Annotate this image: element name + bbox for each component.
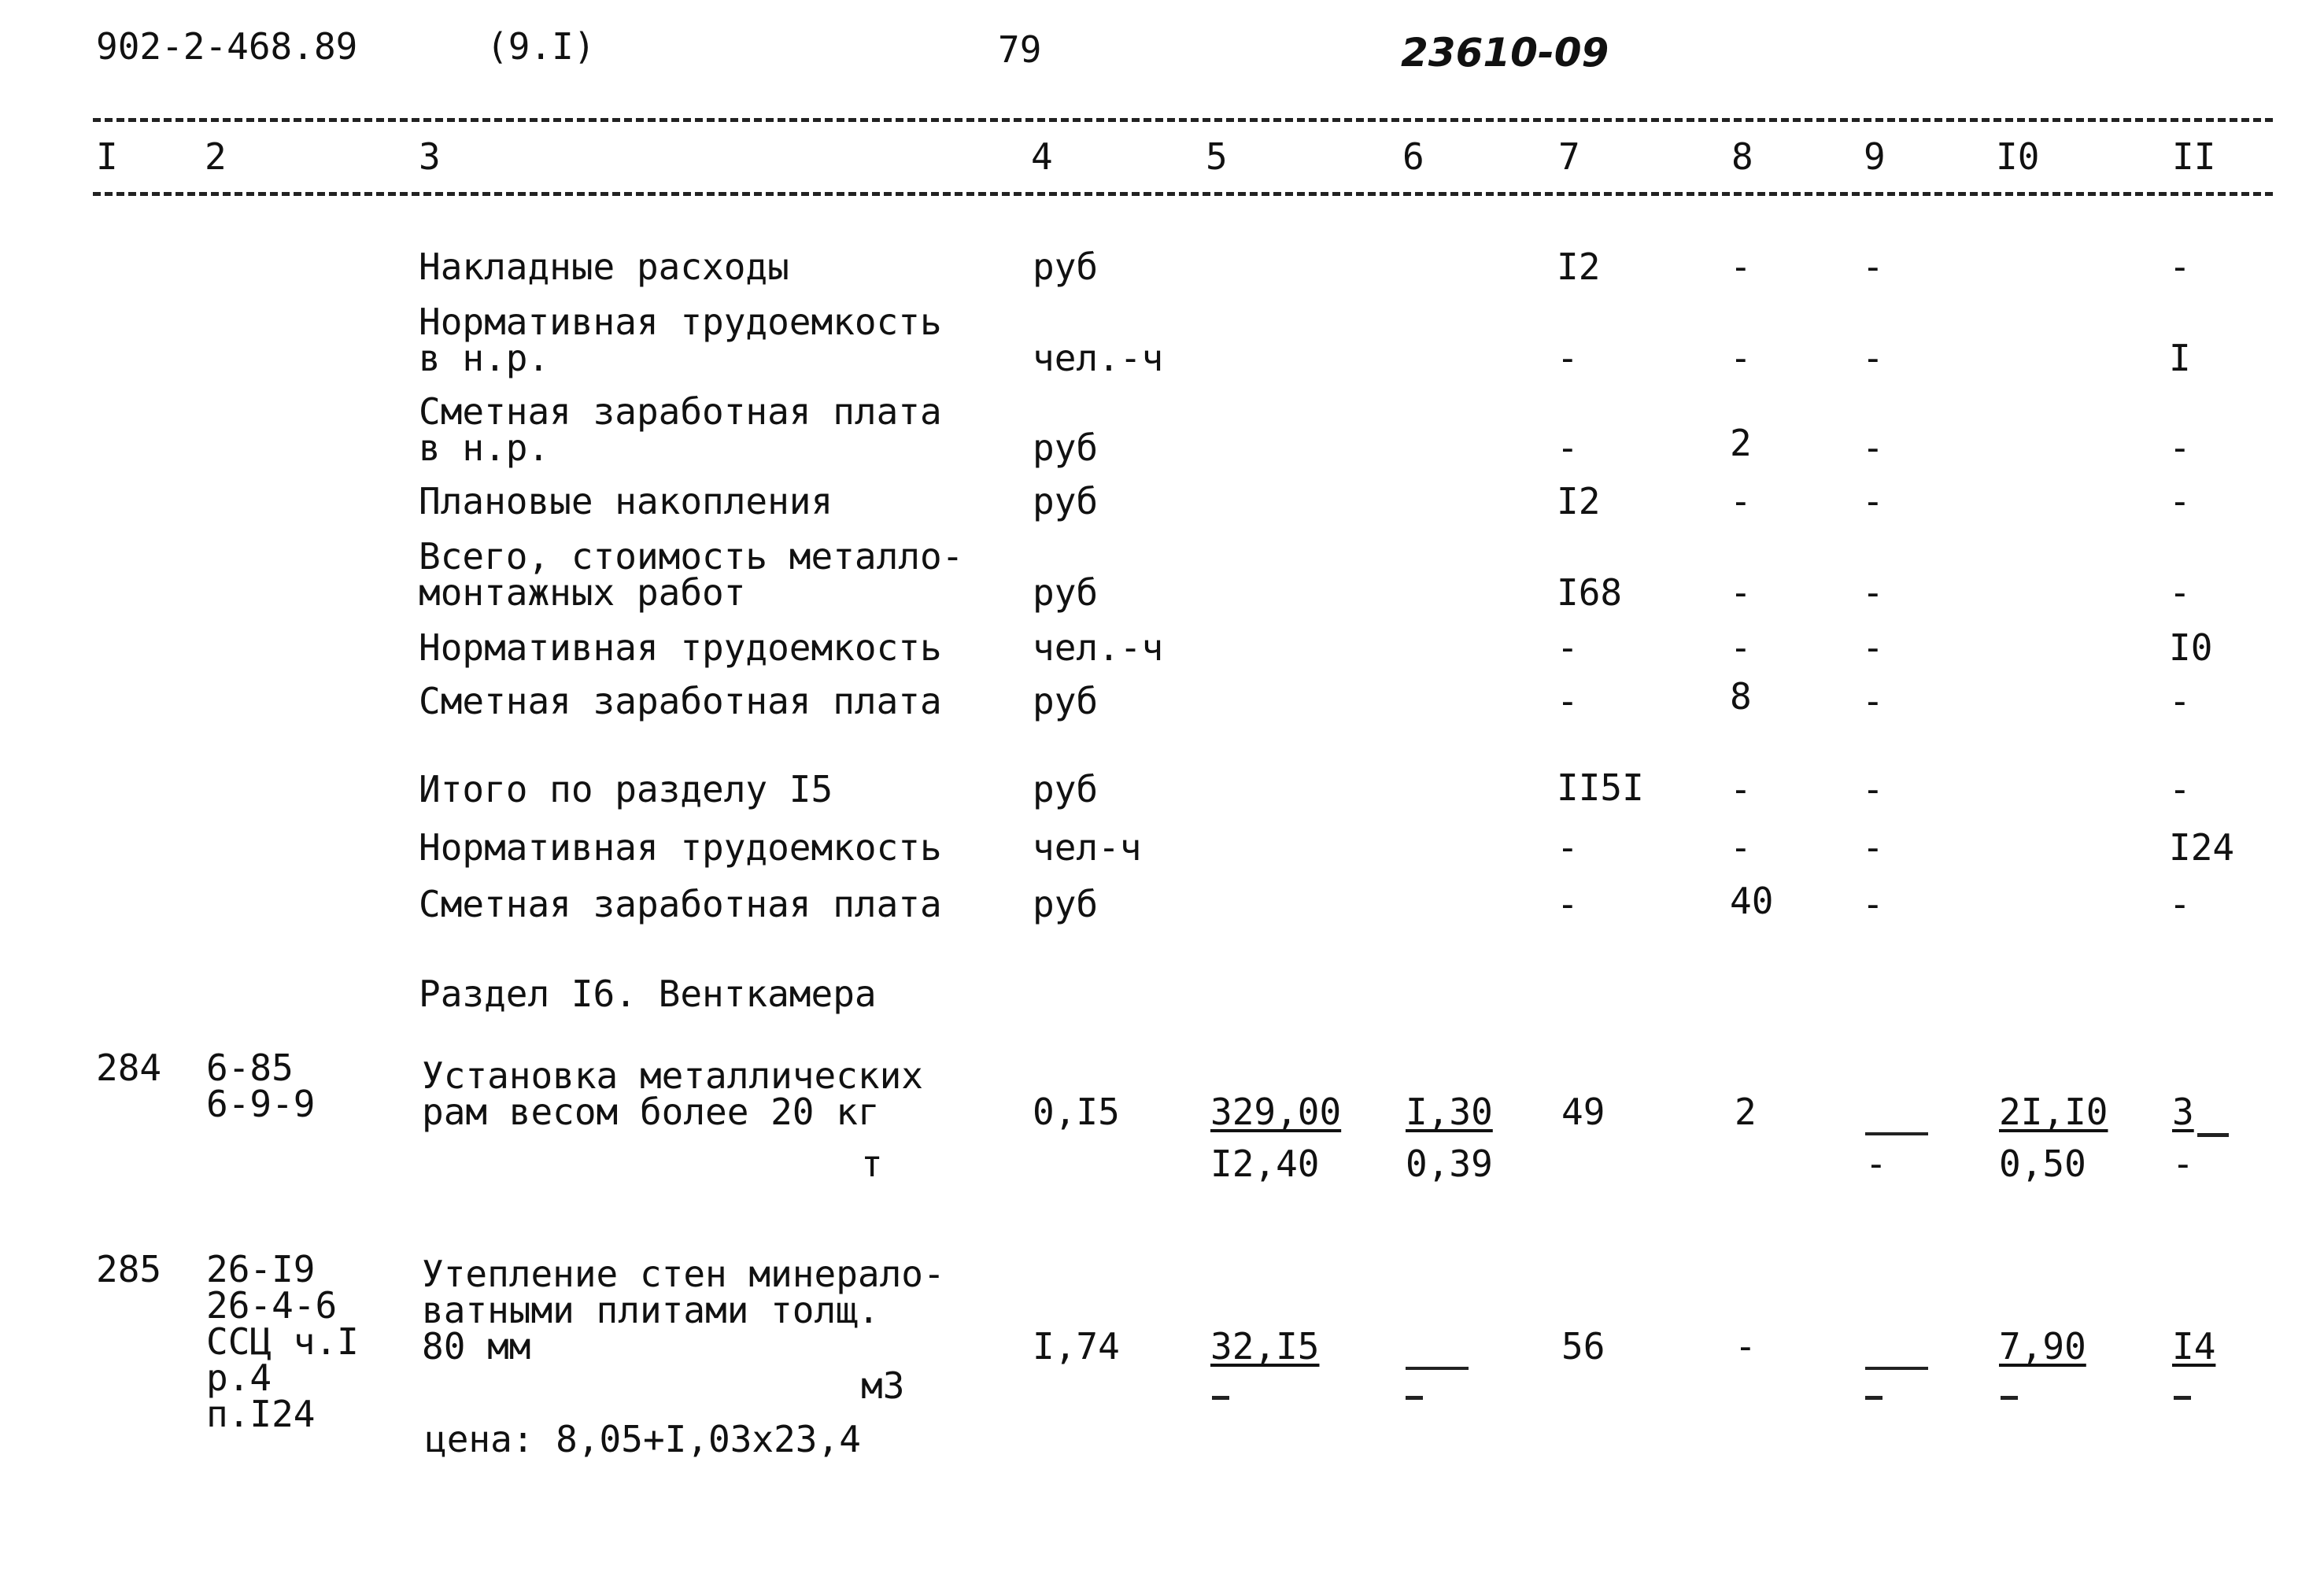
header-bottom-rule [93,192,2273,196]
row-name: Итого по разделу I5 [419,768,833,810]
item-col11-bottom-dash [2174,1377,2191,1413]
item-code-line4: р.4 [206,1357,272,1399]
col-header-10: I0 [1996,135,2040,178]
row-unit: руб [1033,768,1099,810]
row-col11: I [2169,337,2191,379]
item-qty: I,74 [1033,1325,1120,1368]
col-header-3: 3 [419,135,441,178]
row-col7: - [1557,626,1579,669]
section-number: (9.I) [486,25,596,68]
row-name-line2: в н.р. [419,337,550,379]
row-name: Сметная заработная плата [419,390,942,433]
row-col8: 2 [1730,422,1752,464]
row-col11: - [2169,768,2191,810]
row-col8: - [1730,626,1752,669]
row-col7: - [1557,826,1579,869]
row-name: Нормативная трудоемкость [419,626,942,669]
col-header-6: 6 [1402,135,1424,178]
item-name: Установка металлических [422,1054,923,1097]
row-col9: - [1862,426,1884,469]
item-col6-bottom: 0,39 [1406,1143,1493,1185]
item-col6-bottom-dash [1406,1377,1423,1413]
row-unit: руб [1033,245,1099,288]
row-name: Всего, стоимость металло- [419,535,964,578]
item-qty: 0,I5 [1033,1091,1120,1133]
col-header-1: I [96,135,118,178]
row-unit: руб [1033,571,1099,614]
row-unit: руб [1033,426,1099,469]
row-col9: - [1862,626,1884,669]
item-col5-top: 32,I5 [1210,1325,1320,1368]
item-col8: - [1735,1325,1757,1368]
header-top-rule [93,118,2273,122]
row-col9: - [1862,883,1884,925]
row-col8: 8 [1730,675,1752,718]
item-code-line3: ССЦ ч.I [206,1320,359,1363]
row-col7: I2 [1557,480,1601,522]
col-header-9: 9 [1864,135,1886,178]
row-col11: - [2169,571,2191,614]
item-name: Утепление стен минерало- [422,1253,945,1295]
col-header-7: 7 [1558,135,1580,178]
item-name-line3: 80 мм [422,1325,531,1368]
row-col8: - [1730,768,1752,810]
row-col9: - [1862,571,1884,614]
row-col11: - [2169,680,2191,722]
page-number: 79 [998,28,1042,71]
item-code: 6-85 [206,1047,294,1089]
col-header-11: II [2172,135,2216,178]
item-col10-bottom-dash [2001,1377,2018,1413]
row-col7: - [1557,680,1579,722]
col-header-5: 5 [1206,135,1228,178]
row-col9: - [1862,826,1884,869]
row-col11: - [2169,883,2191,925]
item-code: 26-I9 [206,1248,316,1290]
row-name: Нормативная трудоемкость [419,826,942,869]
section-title: Раздел I6. Венткамера [419,973,877,1015]
item-col7: 49 [1561,1091,1605,1133]
row-col7: - [1557,337,1579,379]
row-name-line2: монтажных работ [419,571,746,614]
item-code-line5: п.I24 [206,1393,316,1435]
item-col11-top: I4 [2172,1325,2216,1368]
row-unit: чел.-ч [1033,337,1164,379]
inventory-stamp: 23610-09 [1401,30,1609,76]
row-col7: - [1557,883,1579,925]
row-col8: - [1730,337,1752,379]
col-header-4: 4 [1031,135,1053,178]
item-col10-top: 2I,I0 [1999,1091,2108,1133]
row-col8: 40 [1730,880,1774,922]
item-code-line2: 26-4-6 [206,1284,338,1327]
item-col5-bottom-dash [1212,1377,1229,1413]
row-name-line2: в н.р. [419,426,550,469]
item-col11-top [2172,1091,2229,1137]
item-price-note: цена: 8,05+I,03x23,4 [425,1418,861,1460]
item-col5-bottom: I2,40 [1210,1143,1320,1185]
row-col9: - [1862,768,1884,810]
row-col8: - [1730,245,1752,288]
item-col11-bottom: - [2172,1143,2194,1185]
row-col7: I2 [1557,245,1601,288]
row-col9: - [1862,337,1884,379]
row-name: Сметная заработная плата [419,680,942,722]
row-col11: I0 [2169,626,2213,669]
item-col7: 56 [1561,1325,1605,1368]
row-col11: - [2169,480,2191,522]
item-col10-bottom: 0,50 [1999,1143,2086,1185]
row-name: Сметная заработная плата [419,883,942,925]
col-header-8: 8 [1731,135,1753,178]
item-col11-top-value: 3 [2172,1091,2194,1133]
row-col11: I24 [2169,826,2235,869]
row-name: Плановые накопления [419,480,833,522]
row-unit: чел-ч [1033,826,1142,869]
item-col5-top: 329,00 [1210,1091,1342,1133]
row-col11: - [2169,245,2191,288]
col-header-2: 2 [205,135,227,178]
item-name-line2: ватными плитами толщ. [422,1289,880,1331]
item-col6-top: I,30 [1406,1091,1493,1133]
row-col9: - [1862,680,1884,722]
item-number: 285 [96,1248,162,1290]
item-col9-bottom-dash [1865,1377,1882,1413]
item-number: 284 [96,1047,162,1089]
row-unit: чел.-ч [1033,626,1164,669]
row-unit: руб [1033,680,1099,722]
row-col7: II5I [1557,766,1644,809]
item-code-line2: 6-9-9 [206,1083,316,1125]
row-name: Накладные расходы [419,245,789,288]
row-col9: - [1862,245,1884,288]
row-col7: I68 [1557,571,1623,614]
row-col11: - [2169,426,2191,469]
item-unit: м3 [861,1364,905,1407]
item-unit: т [861,1143,883,1185]
row-name: Нормативная трудоемкость [419,301,942,343]
row-unit: руб [1033,480,1099,522]
row-col7: - [1557,426,1579,469]
row-col8: - [1730,480,1752,522]
item-col8: 2 [1735,1091,1757,1133]
row-unit: руб [1033,883,1099,925]
item-col10-top: 7,90 [1999,1325,2086,1368]
document-code: 902-2-468.89 [96,25,358,68]
row-col8: - [1730,571,1752,614]
item-name-line2: рам весом более 20 кг [422,1091,880,1133]
row-col8: - [1730,826,1752,869]
item-col9-bottom: - [1865,1143,1887,1185]
row-col9: - [1862,480,1884,522]
